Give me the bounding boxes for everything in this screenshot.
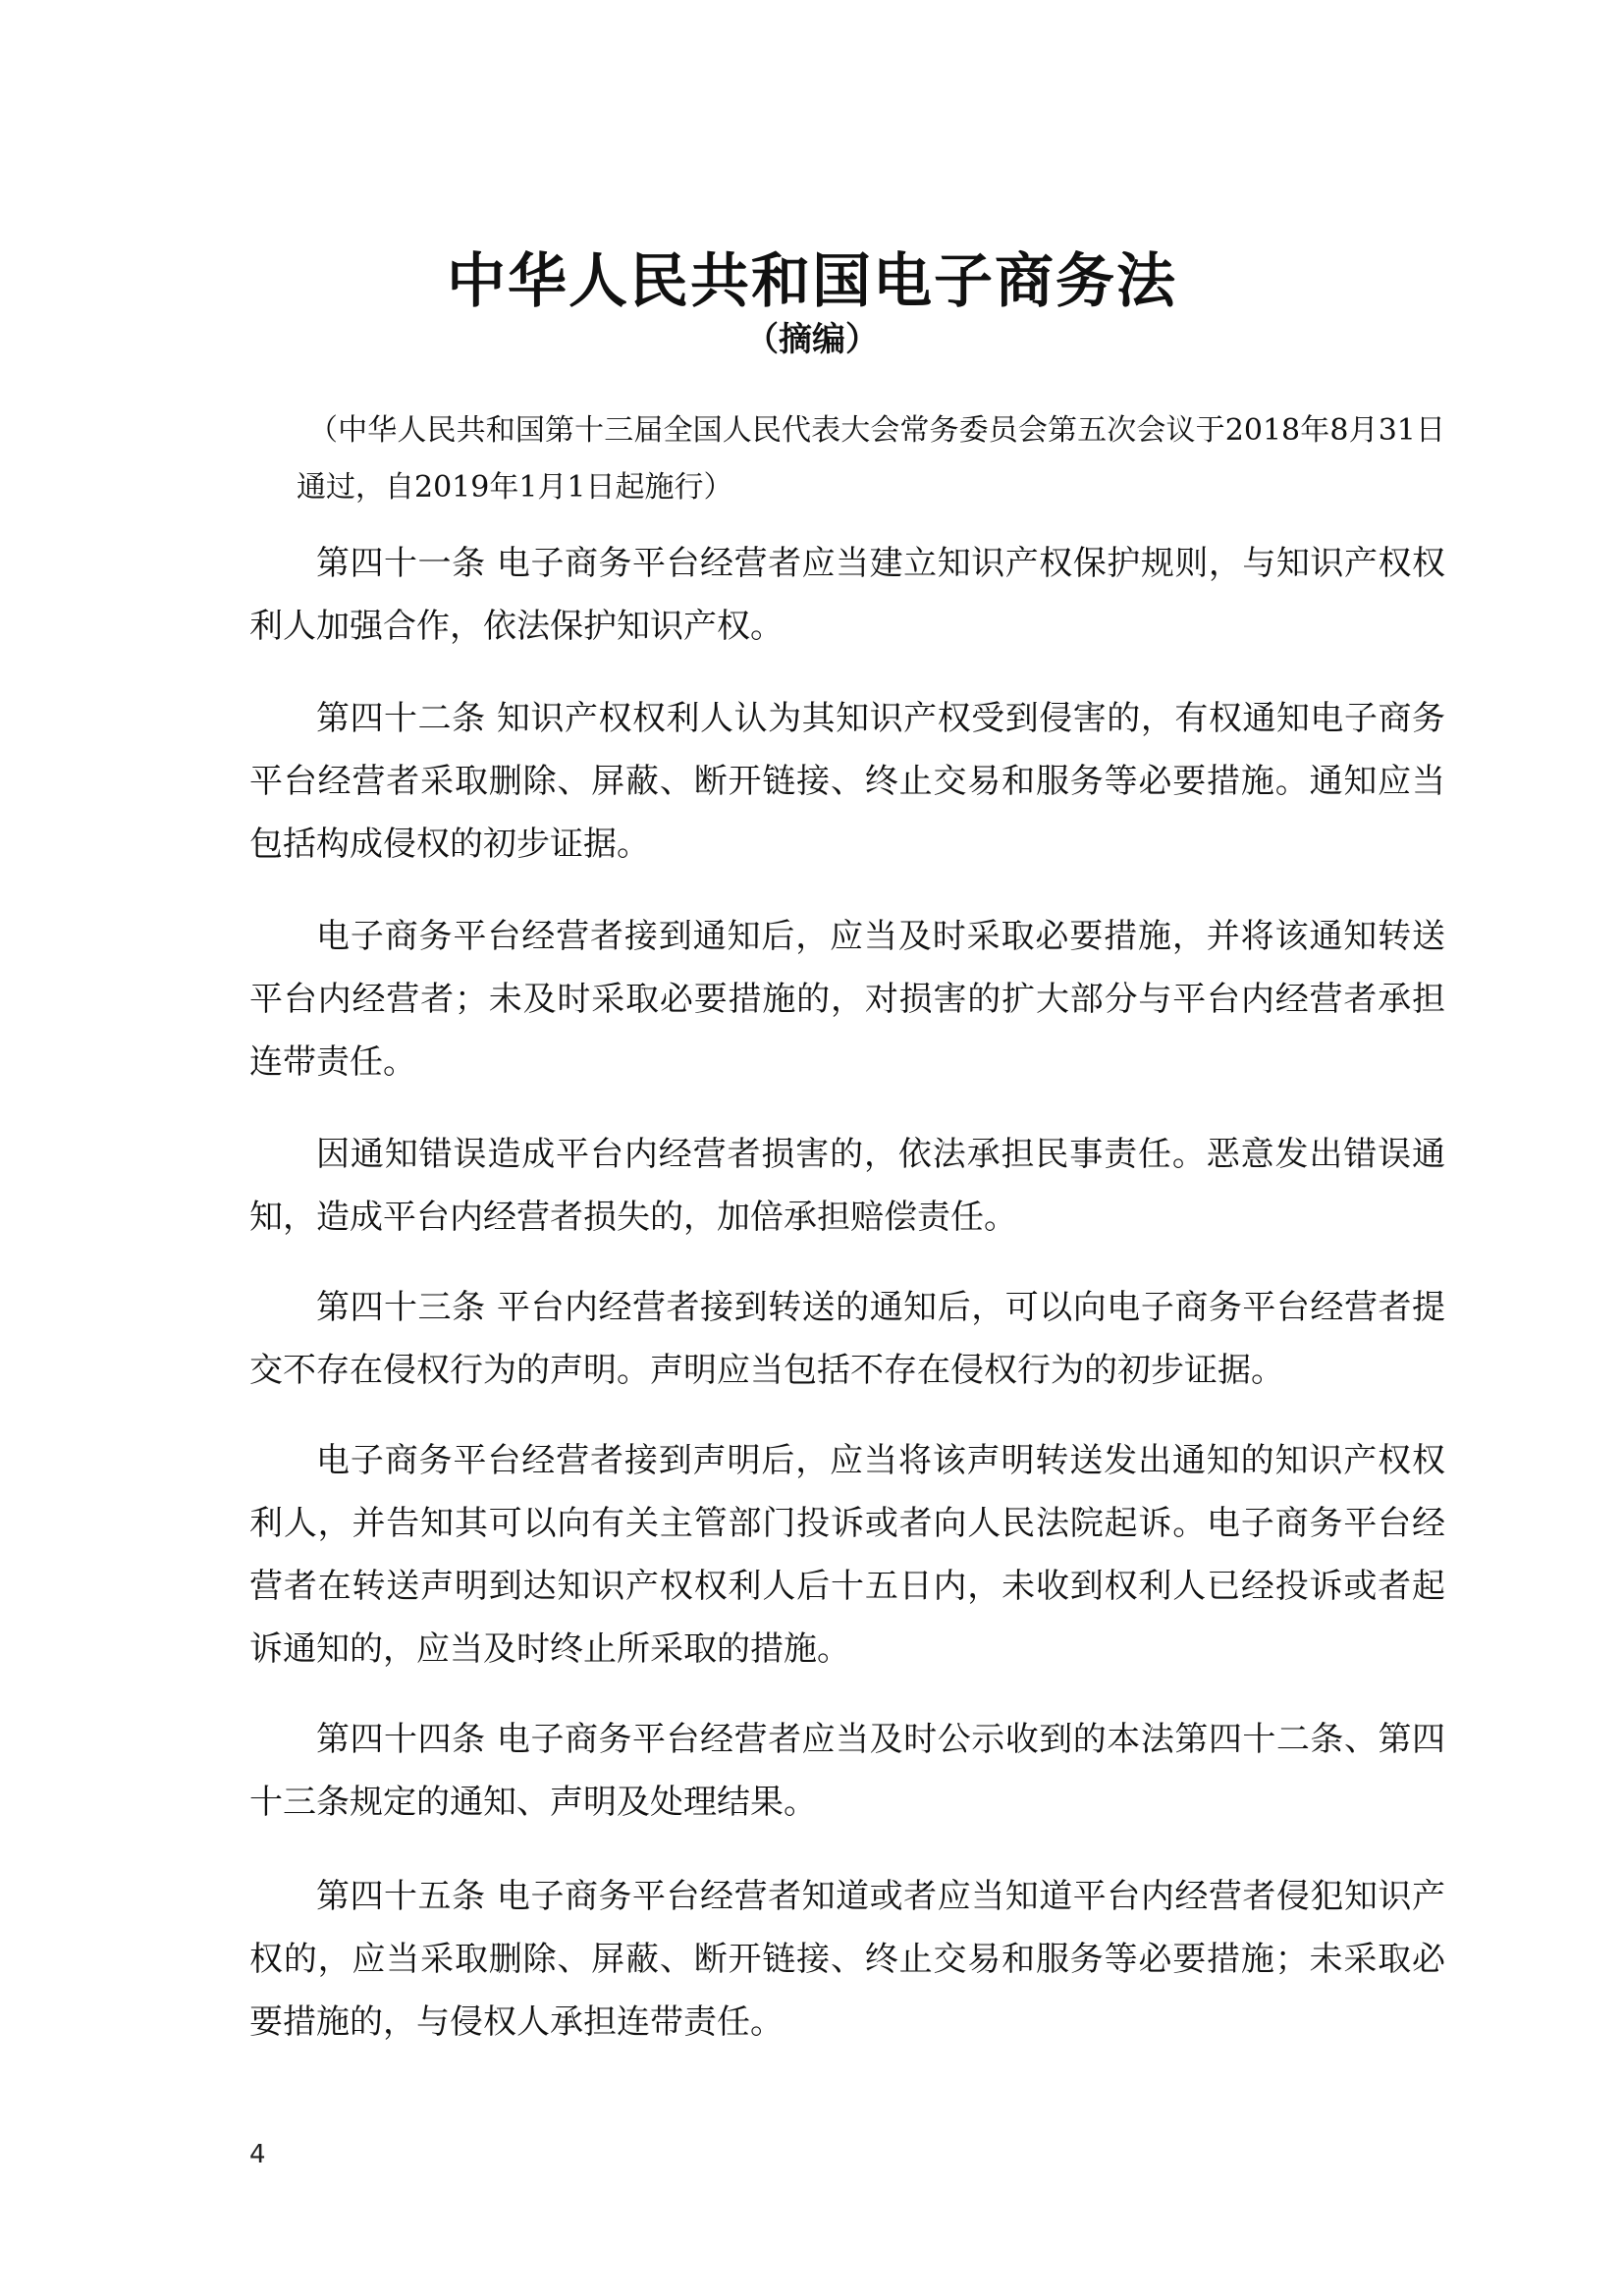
article-42-wrong-notice-paragraph: 因通知错误造成平台内经营者损害的，依法承担民事责任。恶意发出错误通知，造成平台内经营者损失的，加倍承担赔偿责任。 [249,1135,1445,1237]
document-preamble: （中华人民共和国第十三届全国人民代表大会常务委员会第五次会议于2018年8月31日通过，自2019年1月1日起施行） [297,413,1445,505]
document-title: 中华人民共和国电子商务法 [447,247,1177,316]
article-45-paragraph: 第四十五条 电子商务平台经营者知道或者应当知道平台内经营者侵犯知识产权的，应当采取删除、屏蔽、断开链接、终止交易和服务等必要措施；未采取必要措施的，与侵权人承担连带责任。 [249,1877,1445,2042]
article-41-paragraph: 第四十一条 电子商务平台经营者应当建立知识产权保护规则，与知识产权权利人加强合作，依法保护知识产权。 [249,544,1445,646]
document-subtitle: （摘编） [745,320,879,359]
article-42-notice-response-paragraph: 电子商务平台经营者接到通知后，应当及时采取必要措施，并将该通知转送平台内经营者；未及时采取必要措施的，对损害的扩大部分与平台内经营者承担连带责任。 [249,917,1445,1082]
article-43-declaration-paragraph: 电子商务平台经营者接到声明后，应当将该声明转送发出通知的知识产权权利人，并告知其可以向有关主管部门投诉或者向人民法院起诉。电子商务平台经营者在转送声明到达知识产权权利人后十五日内，未收到权利人已经投诉或者起诉通知的，应当及时终止所采取的措施。 [249,1441,1445,1669]
article-43-paragraph: 第四十三条 平台内经营者接到转送的通知后，可以向电子商务平台经营者提交不存在侵权行为的声明。声明应当包括不存在侵权行为的初步证据。 [249,1288,1445,1390]
article-44-paragraph: 第四十四条 电子商务平台经营者应当及时公示收到的本法第四十二条、第四十三条规定的通知、声明及处理结果。 [249,1720,1445,1822]
article-42-paragraph: 第四十二条 知识产权权利人认为其知识产权受到侵害的，有权通知电子商务平台经营者采取删除、屏蔽、断开链接、终止交易和服务等必要措施。通知应当包括构成侵权的初步证据。 [249,699,1445,864]
page-number: 4 [249,2140,266,2169]
